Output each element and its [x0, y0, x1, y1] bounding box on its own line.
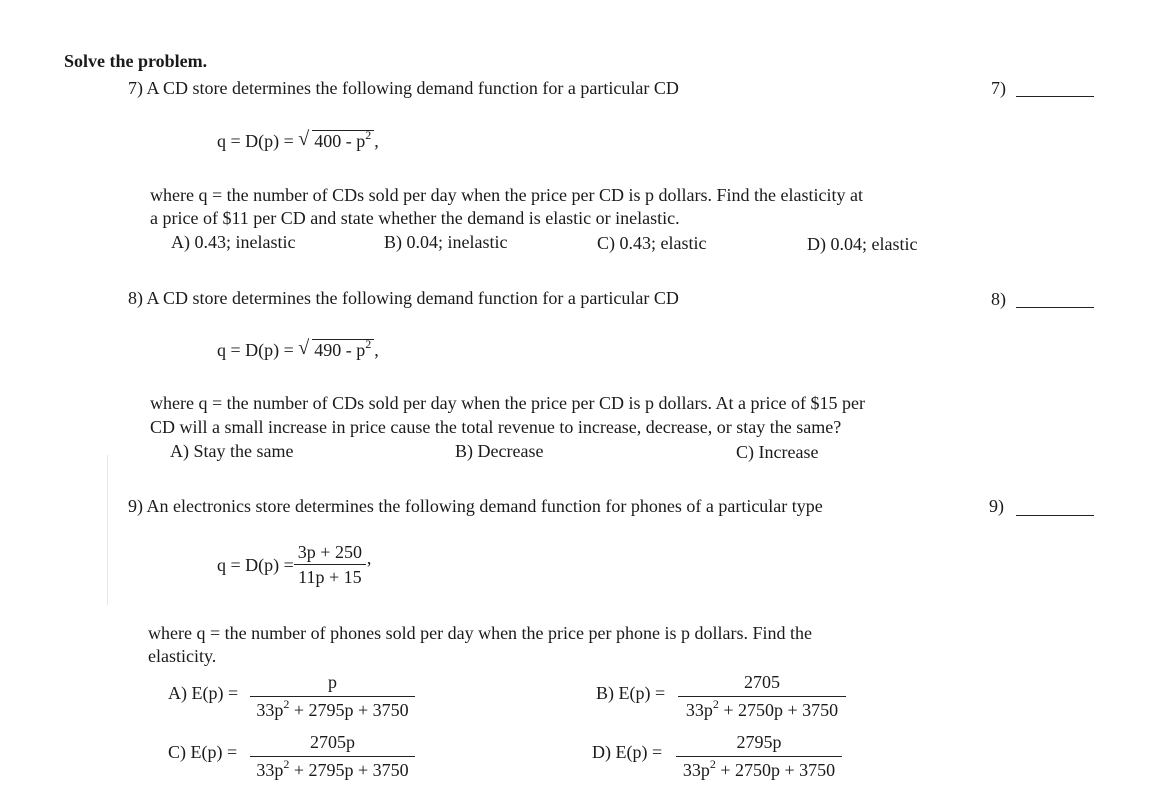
- q9-body-line2: elasticity.: [148, 646, 217, 666]
- q7-answer-label: 7): [991, 78, 1006, 98]
- q8-answer-label: 8): [991, 289, 1006, 309]
- q9-choice-b-fraction[interactable]: 2705 $33p^2 + 2750p + 3750$: [678, 671, 846, 721]
- q7-body-line1: where q = the number of CDs sold per day when the price per CD is p dollars. Find the elasticity at: [150, 185, 863, 205]
- q7-formula: q = D(p) = √ $400 - p^2$ ,: [217, 128, 379, 151]
- q7-choice-d[interactable]: D) 0.04; elastic: [807, 234, 918, 254]
- q9-choice-c-label[interactable]: C) E(p) =: [168, 742, 238, 762]
- q9-choice-c-fraction[interactable]: 2705p $33p^2 + 2795p + 3750$: [250, 731, 415, 781]
- q7-choice-b[interactable]: B) 0.04; inelastic: [384, 232, 508, 252]
- q7-stem: 7) A CD store determines the following demand function for a particular CD: [128, 78, 679, 98]
- q8-answer-blank[interactable]: [1016, 307, 1094, 308]
- q8-stem: 8) A CD store determines the following demand function for a particular CD: [128, 288, 679, 308]
- q8-choice-a[interactable]: A) Stay the same: [170, 441, 294, 461]
- q9-choice-a-fraction[interactable]: p $33p^2 + 2795p + 3750$: [250, 671, 415, 721]
- q9-body-line1: where q = the number of phones sold per day when the price per phone is p dollars. Find the: [148, 623, 812, 643]
- q9-answer-label: 9): [989, 496, 1004, 516]
- section-title: Solve the problem.: [64, 51, 208, 71]
- q7-choice-a[interactable]: A) 0.43; inelastic: [171, 232, 296, 252]
- scan-edge-line: [107, 455, 108, 605]
- q8-body-line1: where q = the number of CDs sold per day when the price per CD is p dollars. At a price of $15 per: [150, 393, 865, 413]
- q7-choice-c[interactable]: C) 0.43; elastic: [597, 233, 707, 253]
- q9-choice-d-label[interactable]: D) E(p) =: [592, 742, 663, 762]
- q9-fraction: $\frac{3p + 250}{11p + 15}$: [294, 542, 366, 588]
- q9-formula: q = D(p) = $\frac{3p + 250}{11p + 15}$ ’: [217, 542, 372, 587]
- q8-choice-c[interactable]: C) Increase: [736, 442, 819, 462]
- q9-answer-blank[interactable]: [1016, 515, 1094, 516]
- q9-stem: 9) An electronics store determines the following demand function for phones of a particular type: [128, 496, 823, 516]
- q7-body-line2: a price of $11 per CD and state whether the demand is elastic or inelastic.: [150, 208, 680, 228]
- q9-choice-d-fraction[interactable]: 2795p $33p^2 + 2750p + 3750$: [676, 731, 842, 781]
- q9-choice-a-label[interactable]: A) E(p) =: [168, 683, 239, 703]
- q7-answer-blank[interactable]: [1016, 96, 1094, 97]
- q9-choice-b-label[interactable]: B) E(p) =: [596, 683, 666, 703]
- q8-body-line2: CD will a small increase in price cause the total revenue to increase, decrease, or stay the same?: [150, 417, 842, 437]
- q8-choice-b[interactable]: B) Decrease: [455, 441, 544, 461]
- q8-formula: q = D(p) = √ $490 - p^2$ ,: [217, 337, 379, 360]
